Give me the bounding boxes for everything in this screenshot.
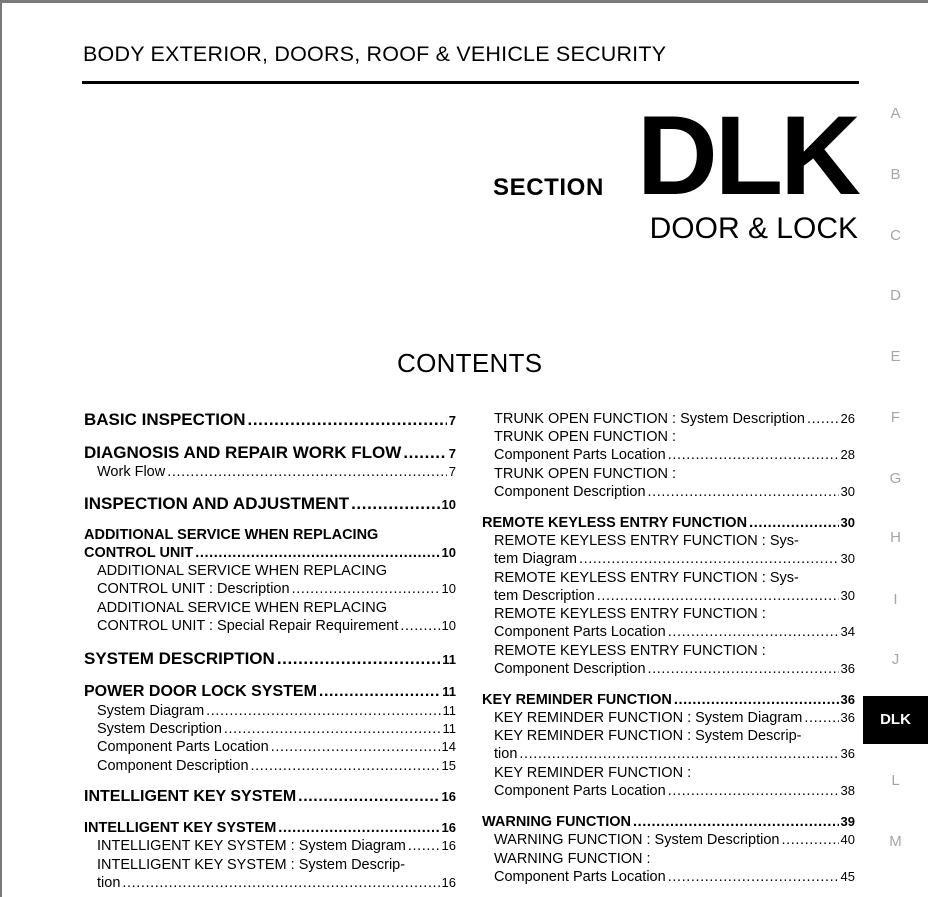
toc-subentry[interactable]: ADDITIONAL SERVICE WHEN REPLACING CONTROL UNIT : Special Repair Requirement ..... 10: [97, 600, 456, 634]
toc-subentry[interactable]: REMOTE KEYLESS ENTRY FUNCTION : Component Description ..... 36: [494, 643, 855, 677]
toc-subentry[interactable]: TRUNK OPEN FUNCTION : System Description ..... 26: [494, 411, 855, 427]
toc-subentry[interactable]: KEY REMINDER FUNCTION : System Diagram ..... 36: [494, 710, 855, 726]
toc-subentry[interactable]: Work Flow ..... 7: [97, 464, 456, 480]
toc-subentry[interactable]: INTELLIGENT KEY SYSTEM : System Diagram ..... 16: [97, 838, 456, 854]
index-tab-b[interactable]: B: [890, 166, 901, 183]
toc-subentry[interactable]: REMOTE KEYLESS ENTRY FUNCTION : Component Parts Location ..... 34: [494, 606, 855, 640]
index-tab-a[interactable]: A: [890, 105, 901, 122]
toc-subentry[interactable]: KEY REMINDER FUNCTION : System Descrip- tion ..... 36: [494, 728, 855, 762]
index-tab-l[interactable]: L: [891, 772, 900, 789]
toc-subentry[interactable]: INTELLIGENT KEY SYSTEM : System Descrip- tion ..... 16: [97, 857, 456, 891]
toc-subentry[interactable]: Component Parts Location ..... 14: [97, 739, 456, 755]
section-label: SECTION: [493, 174, 604, 201]
toc-subentry[interactable]: REMOTE KEYLESS ENTRY FUNCTION : Sys- tem Description ..... 30: [494, 570, 855, 604]
contents-heading: CONTENTS: [397, 348, 543, 378]
header-rule: [82, 81, 859, 84]
manual-header-title: BODY EXTERIOR, DOORS, ROOF & VEHICLE SECURITY: [83, 42, 667, 66]
page-left-border: [0, 0, 2, 897]
index-tab-i[interactable]: I: [893, 591, 898, 608]
toc-subentry[interactable]: TRUNK OPEN FUNCTION : Component Description ..... 30: [494, 466, 855, 500]
index-tab-g[interactable]: G: [889, 470, 902, 487]
toc-subentry[interactable]: WARNING FUNCTION : System Description ..... 40: [494, 832, 855, 848]
index-tab-e[interactable]: E: [890, 348, 901, 365]
toc-entry[interactable]: WARNING FUNCTION ..... 39: [482, 814, 855, 830]
index-tab-f[interactable]: F: [890, 409, 901, 426]
toc-entry[interactable]: ADDITIONAL SERVICE WHEN REPLACING CONTROL UNIT ..... 10: [84, 527, 456, 561]
section-title: DOOR & LOCK: [649, 212, 858, 245]
toc-subentry[interactable]: TRUNK OPEN FUNCTION : Component Parts Location ..... 28: [494, 429, 855, 463]
toc-subentry[interactable]: System Diagram ..... 11: [97, 703, 456, 719]
section-index-tabs: [863, 0, 928, 897]
index-tab-dlk-active[interactable]: DLK: [863, 696, 928, 744]
toc-entry[interactable]: POWER DOOR LOCK SYSTEM ..... 11: [84, 683, 456, 701]
toc-entry[interactable]: SYSTEM DESCRIPTION ..... 11: [84, 649, 456, 669]
toc-subentry[interactable]: Component Description ..... 15: [97, 758, 456, 774]
toc-entry[interactable]: INTELLIGENT KEY SYSTEM ..... 16: [84, 820, 456, 836]
toc-entry[interactable]: REMOTE KEYLESS ENTRY FUNCTION ..... 30: [482, 515, 855, 531]
toc-entry[interactable]: INSPECTION AND ADJUSTMENT ..... 10: [84, 494, 456, 514]
toc-subentry[interactable]: System Description ..... 11: [97, 721, 456, 737]
page-top-border: [0, 0, 928, 3]
toc-entry[interactable]: BASIC INSPECTION ..... 7: [84, 410, 456, 430]
toc-subentry[interactable]: KEY REMINDER FUNCTION : Component Parts Location ..... 38: [494, 765, 855, 799]
index-tab-m[interactable]: M: [889, 833, 902, 850]
toc-subentry[interactable]: ADDITIONAL SERVICE WHEN REPLACING CONTROL UNIT : Description ..... 10: [97, 563, 456, 597]
toc-subentry[interactable]: REMOTE KEYLESS ENTRY FUNCTION : Sys- tem Diagram ..... 30: [494, 533, 855, 567]
index-tab-d[interactable]: D: [890, 287, 901, 304]
index-tab-h[interactable]: H: [890, 529, 901, 546]
toc-subentry[interactable]: WARNING FUNCTION : Component Parts Location ..... 45: [494, 851, 855, 885]
index-tab-c[interactable]: C: [890, 227, 901, 244]
toc-entry[interactable]: DIAGNOSIS AND REPAIR WORK FLOW ..... 7: [84, 443, 456, 463]
toc-entry[interactable]: KEY REMINDER FUNCTION ..... 36: [482, 692, 855, 708]
toc-entry[interactable]: INTELLIGENT KEY SYSTEM ..... 16: [84, 788, 456, 806]
index-tab-j[interactable]: J: [891, 651, 900, 668]
section-code: DLK: [636, 93, 858, 218]
